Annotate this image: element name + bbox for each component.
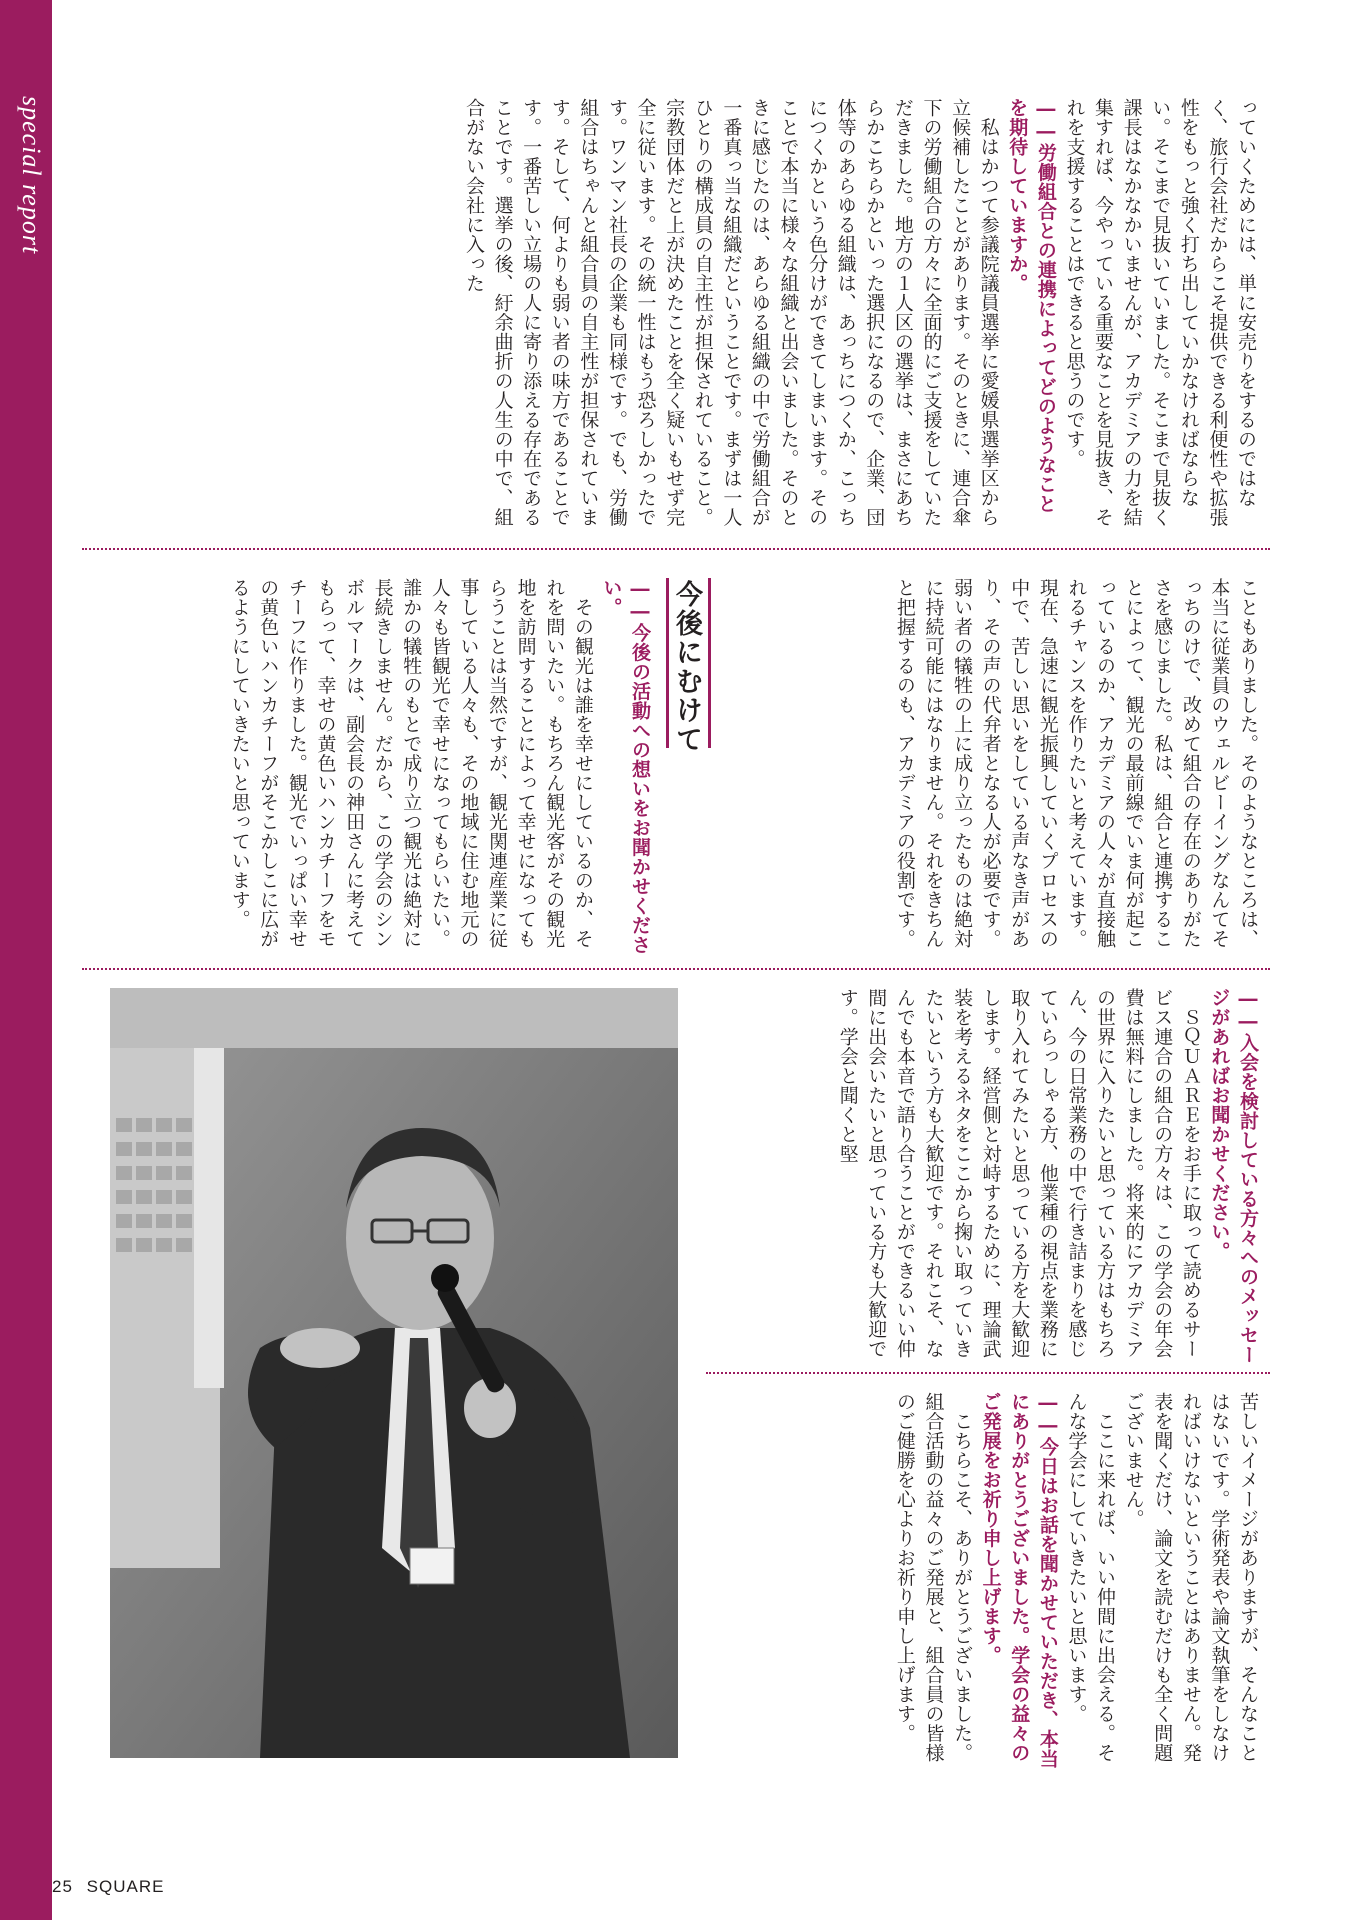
magazine-name: SQUARE [86, 1877, 165, 1896]
page-footer [52, 1877, 164, 1897]
page-number: 25 [52, 1877, 73, 1896]
article-column-middle-left [98, 578, 654, 960]
article-paragraph: その観光は誰を幸せにしているのか、それを問いたい。もちろん観光客がその観光地を訪問することによって幸せになってもらうことは当然ですが、観光関連産業に従事している人々も、その地域に住む地元の人々も皆観光で幸せになってもらいたい。誰かの犠牲のもとで成り立つ観光は絶対に長続きしません。だから、この学会のシンボルマークは、副会長の神田さんに考えてもらって、幸せの黄色いハンカチーフをモチーフに作りました。観光でいっぱい幸せの黄色いハンカチーフがそこかしこに広がるようにしていきたいと思っています。 [228, 578, 594, 949]
interview-question: ――今日はお話を聞かせていただき、本当にありがとうございました。学会の益々のご発展をお祈り申し上げます。 [979, 1392, 1059, 1769]
article-paragraph: 苦しいイメージがありますが、そんなことはないです。学術発表や論文執筆をしなければいけないということはありません。発表を聞くだけ、論文を読むだけも全く問題ございません。 [1122, 1392, 1259, 1763]
article-paragraph: こちらこそ、ありがとうございました。組合活動の益々のご発展と、組合員の皆様のご健勝を心よりお祈り申し上げます。 [893, 1392, 974, 1763]
article-column-lower-upper [716, 988, 1262, 1368]
interview-question: ――今後の活動への想いをお聞かせください。 [600, 578, 651, 955]
speaker-photo-illustration [110, 988, 678, 1758]
article-paragraph: っていくためには、単に安売りをするのではなく、旅行会社だからこそ提供できる利便性や拡張性をもっと強く打ち出していかなければならない。そこまで見抜いていました。そこまで見抜く課長はなかなかいませんが、アカデミアの力を結集すれば、今やっている重要なことを見抜き、それを支援することはできると思うのです。 [1063, 98, 1257, 527]
article-paragraph: 私はかつて参議院議員選挙に愛媛県選挙区から立候補したことがあります。そのときに、連合傘下の労働組合の方々に全面的にご支援をしていただきました。地方の１人区の選挙は、まさにあちらかこちらかといった選択になるので、企業、団体等のあらゆる組織は、あっちにつくか、こっちにつくかという色分けができてしまいます。そのことで本当に様々な組織と出会いました。そのときに感じたのは、あらゆる組織の中で労働組合が一番真っ当な組織だということです。まずは一人ひとりの構成員の自主性が担保されていること。宗教団体だと上が決めたことを全く疑いもせず完全に従います。その統一性はもう恐ろしかったです。ワンマン社長の企業も同様です。でも、労働組合はちゃんと組合員の自主性が担保されています。そして、何よりも弱い者の味方であることです。一番苦しい立場の人に寄り添える存在であることです。選挙の後、紆余曲折の人生の中で、組合がない会社に入った [462, 98, 1000, 527]
heading-rule-left [666, 578, 669, 748]
article-paragraph: ＳＱＵＡＲＥをお手に取って読めるサービス連合の組合の方々は、この学会の年会費は無料にしました。将来的にアカデミアの世界に入りたいと思っている方はもちろん、今の日常業務の中で行き詰まりを感じていらっしゃる方、他業種の視点を業務に取り入れてみたいと思っている方を大歓迎します。経営側と対峙するために、理論武装を考えるネタをここから掬い取っていきたいという方も大歓迎です。それこそ、なんでも本音で語り合うことができるいい仲間に出会いたいと思っている方も大歓迎です。学会と聞くと堅 [836, 988, 1202, 1359]
speaker-photo [110, 988, 678, 1758]
interview-question: ――労働組合との連携によってどのようなことを期待していますか。 [1006, 98, 1057, 514]
section-label: special report [17, 96, 46, 255]
divider-middle [82, 968, 1270, 970]
article-paragraph: ここに来れば、いい仲間に出会える。そんな学会にしていきたいと思います。 [1065, 1392, 1117, 1763]
article-column-top [98, 98, 1260, 530]
article-column-middle-right [756, 578, 1262, 960]
divider-top [82, 548, 1270, 550]
divider-lower [706, 1372, 1270, 1374]
heading-rule-right [708, 578, 711, 748]
section-heading: 今後にむけて [671, 580, 702, 754]
article-paragraph: こともありました。そのようなところは、本当に従業員のウェルビーイングなんてそっちのけで、改めて組合の存在のありがたさを感じました。私は、組合と連携することによって、観光の最前線でいま何が起こっているのか、アカデミアの人々が直接触れるチャンスを作りたいと考えています。現在、急速に観光振興していくプロセスの中で、苦しい思いをしている声なき声があり、その声の代弁者となる人が必要です。弱い者の犠牲の上に成り立ったものは絶対に持続可能にはなりません。それをきちんと把握するのも、アカデミアの役割です。 [893, 578, 1259, 949]
article-column-lower-lower [716, 1392, 1262, 1772]
interview-question: ――入会を検討している方々へのメッセージがあればお聞かせください。 [1208, 988, 1259, 1365]
